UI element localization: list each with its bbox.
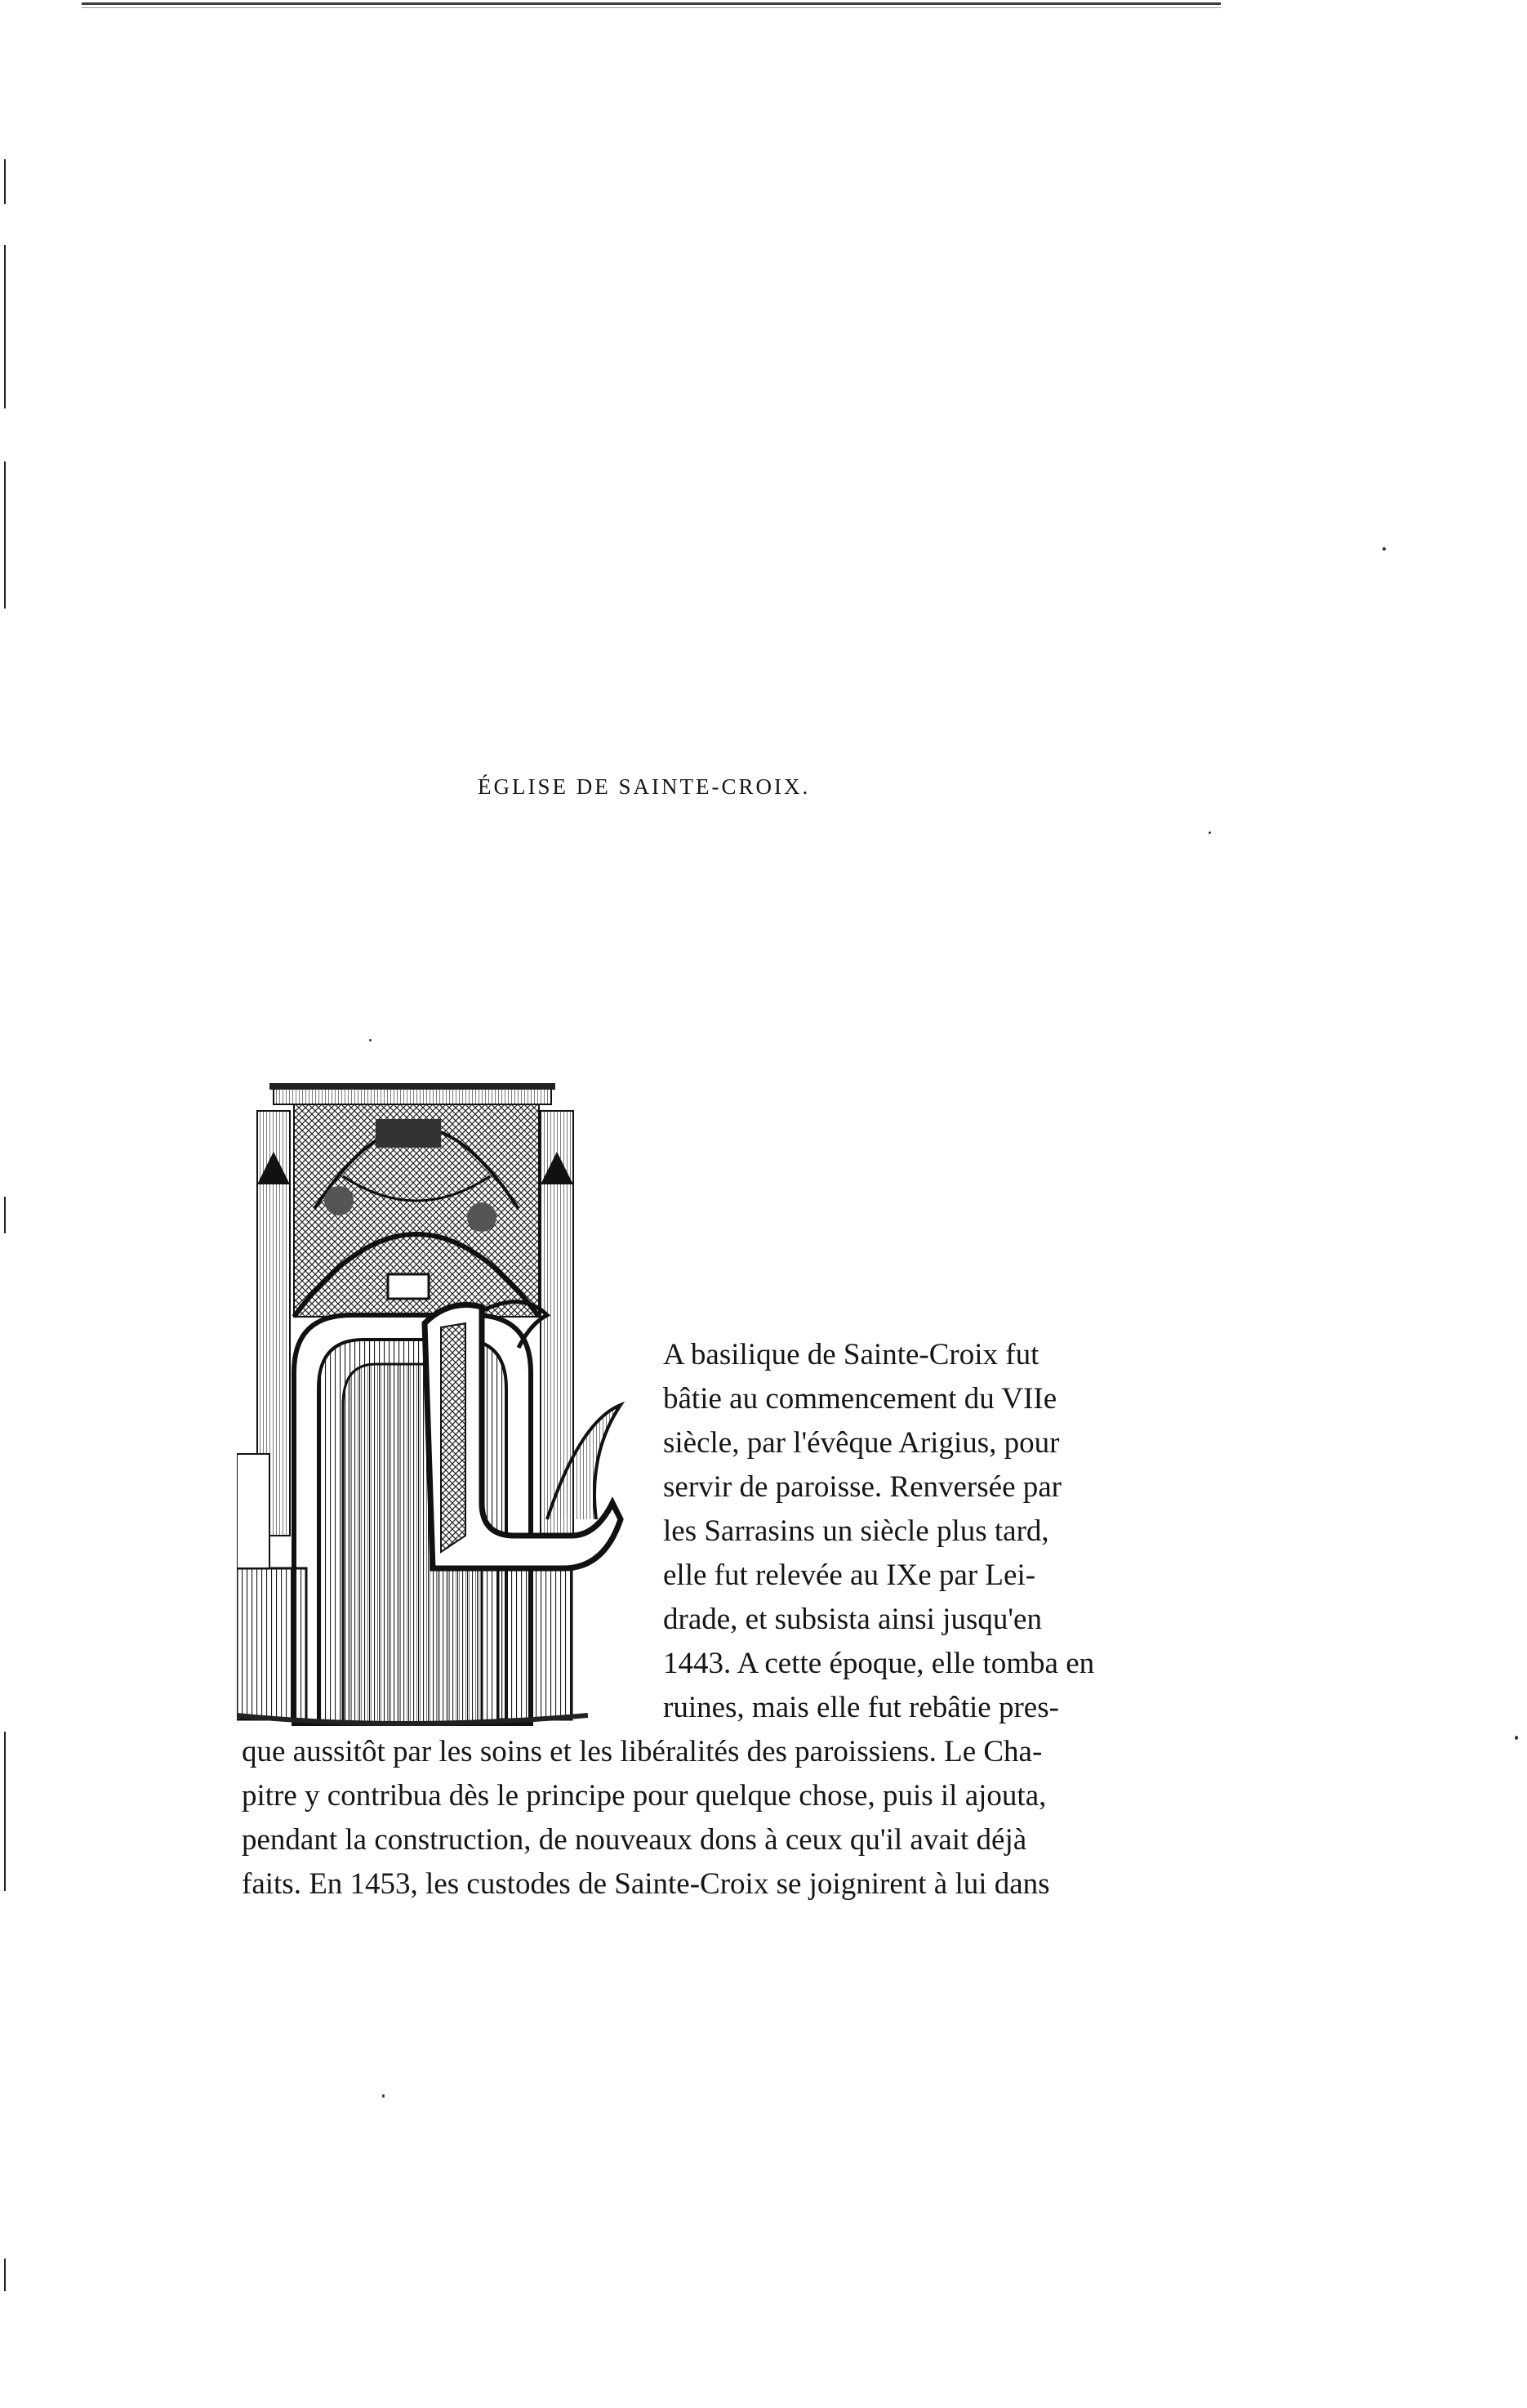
body-line-8: 1443. A cette époque, elle tomba en [663, 1647, 1095, 1680]
speck [1382, 547, 1386, 551]
body-line-9: ruines, mais elle fut rebâtie pres- [663, 1691, 1059, 1724]
speck [382, 2094, 385, 2098]
margin-mark [4, 159, 6, 204]
body-line-6: elle fut relevée au IXe par Lei- [663, 1559, 1036, 1592]
margin-mark [4, 2259, 6, 2291]
body-line-1: A basilique de Sainte-Croix fut [663, 1338, 1040, 1371]
ornate-drop-cap-illustration [237, 1078, 645, 1728]
top-rule [82, 2, 1221, 5]
page-title: ÉGLISE DE SAINTE-CROIX. [478, 774, 811, 799]
margin-mark [4, 1197, 6, 1233]
body-line-11: pitre y contribua dès le principe pour quelque chose, puis il ajouta, [242, 1779, 1047, 1813]
body-line-13: faits. En 1453, les custodes de Sainte-Croix se joignirent à lui dans [242, 1867, 1050, 1901]
line-2-text: bâtie au commencement du VIIe [663, 1382, 1057, 1416]
margin-mark [4, 1732, 6, 1891]
speck [1515, 1736, 1518, 1740]
margin-mark [4, 462, 6, 609]
body-line-2 [663, 1384, 1057, 1414]
speck [369, 1039, 372, 1041]
body-line-10: que aussitôt par les soins et les libéralités des paroissiens. Le Cha- [242, 1735, 1043, 1768]
top-rule-thin [82, 7, 1221, 8]
body-line-7: drade, et subsista ainsi jusqu'en [663, 1603, 1042, 1636]
body-line-4: servir de paroisse. Renversée par [663, 1470, 1062, 1504]
body-line-5: les Sarrasins un siècle plus tard, [663, 1514, 1049, 1548]
margin-mark [4, 245, 6, 408]
speck [1209, 832, 1211, 834]
body-line-3: siècle, par l'évêque Arigius, pour [663, 1426, 1060, 1460]
body-line-12: pendant la construction, de nouveaux dons à ceux qu'il avait déjà [242, 1823, 1027, 1857]
